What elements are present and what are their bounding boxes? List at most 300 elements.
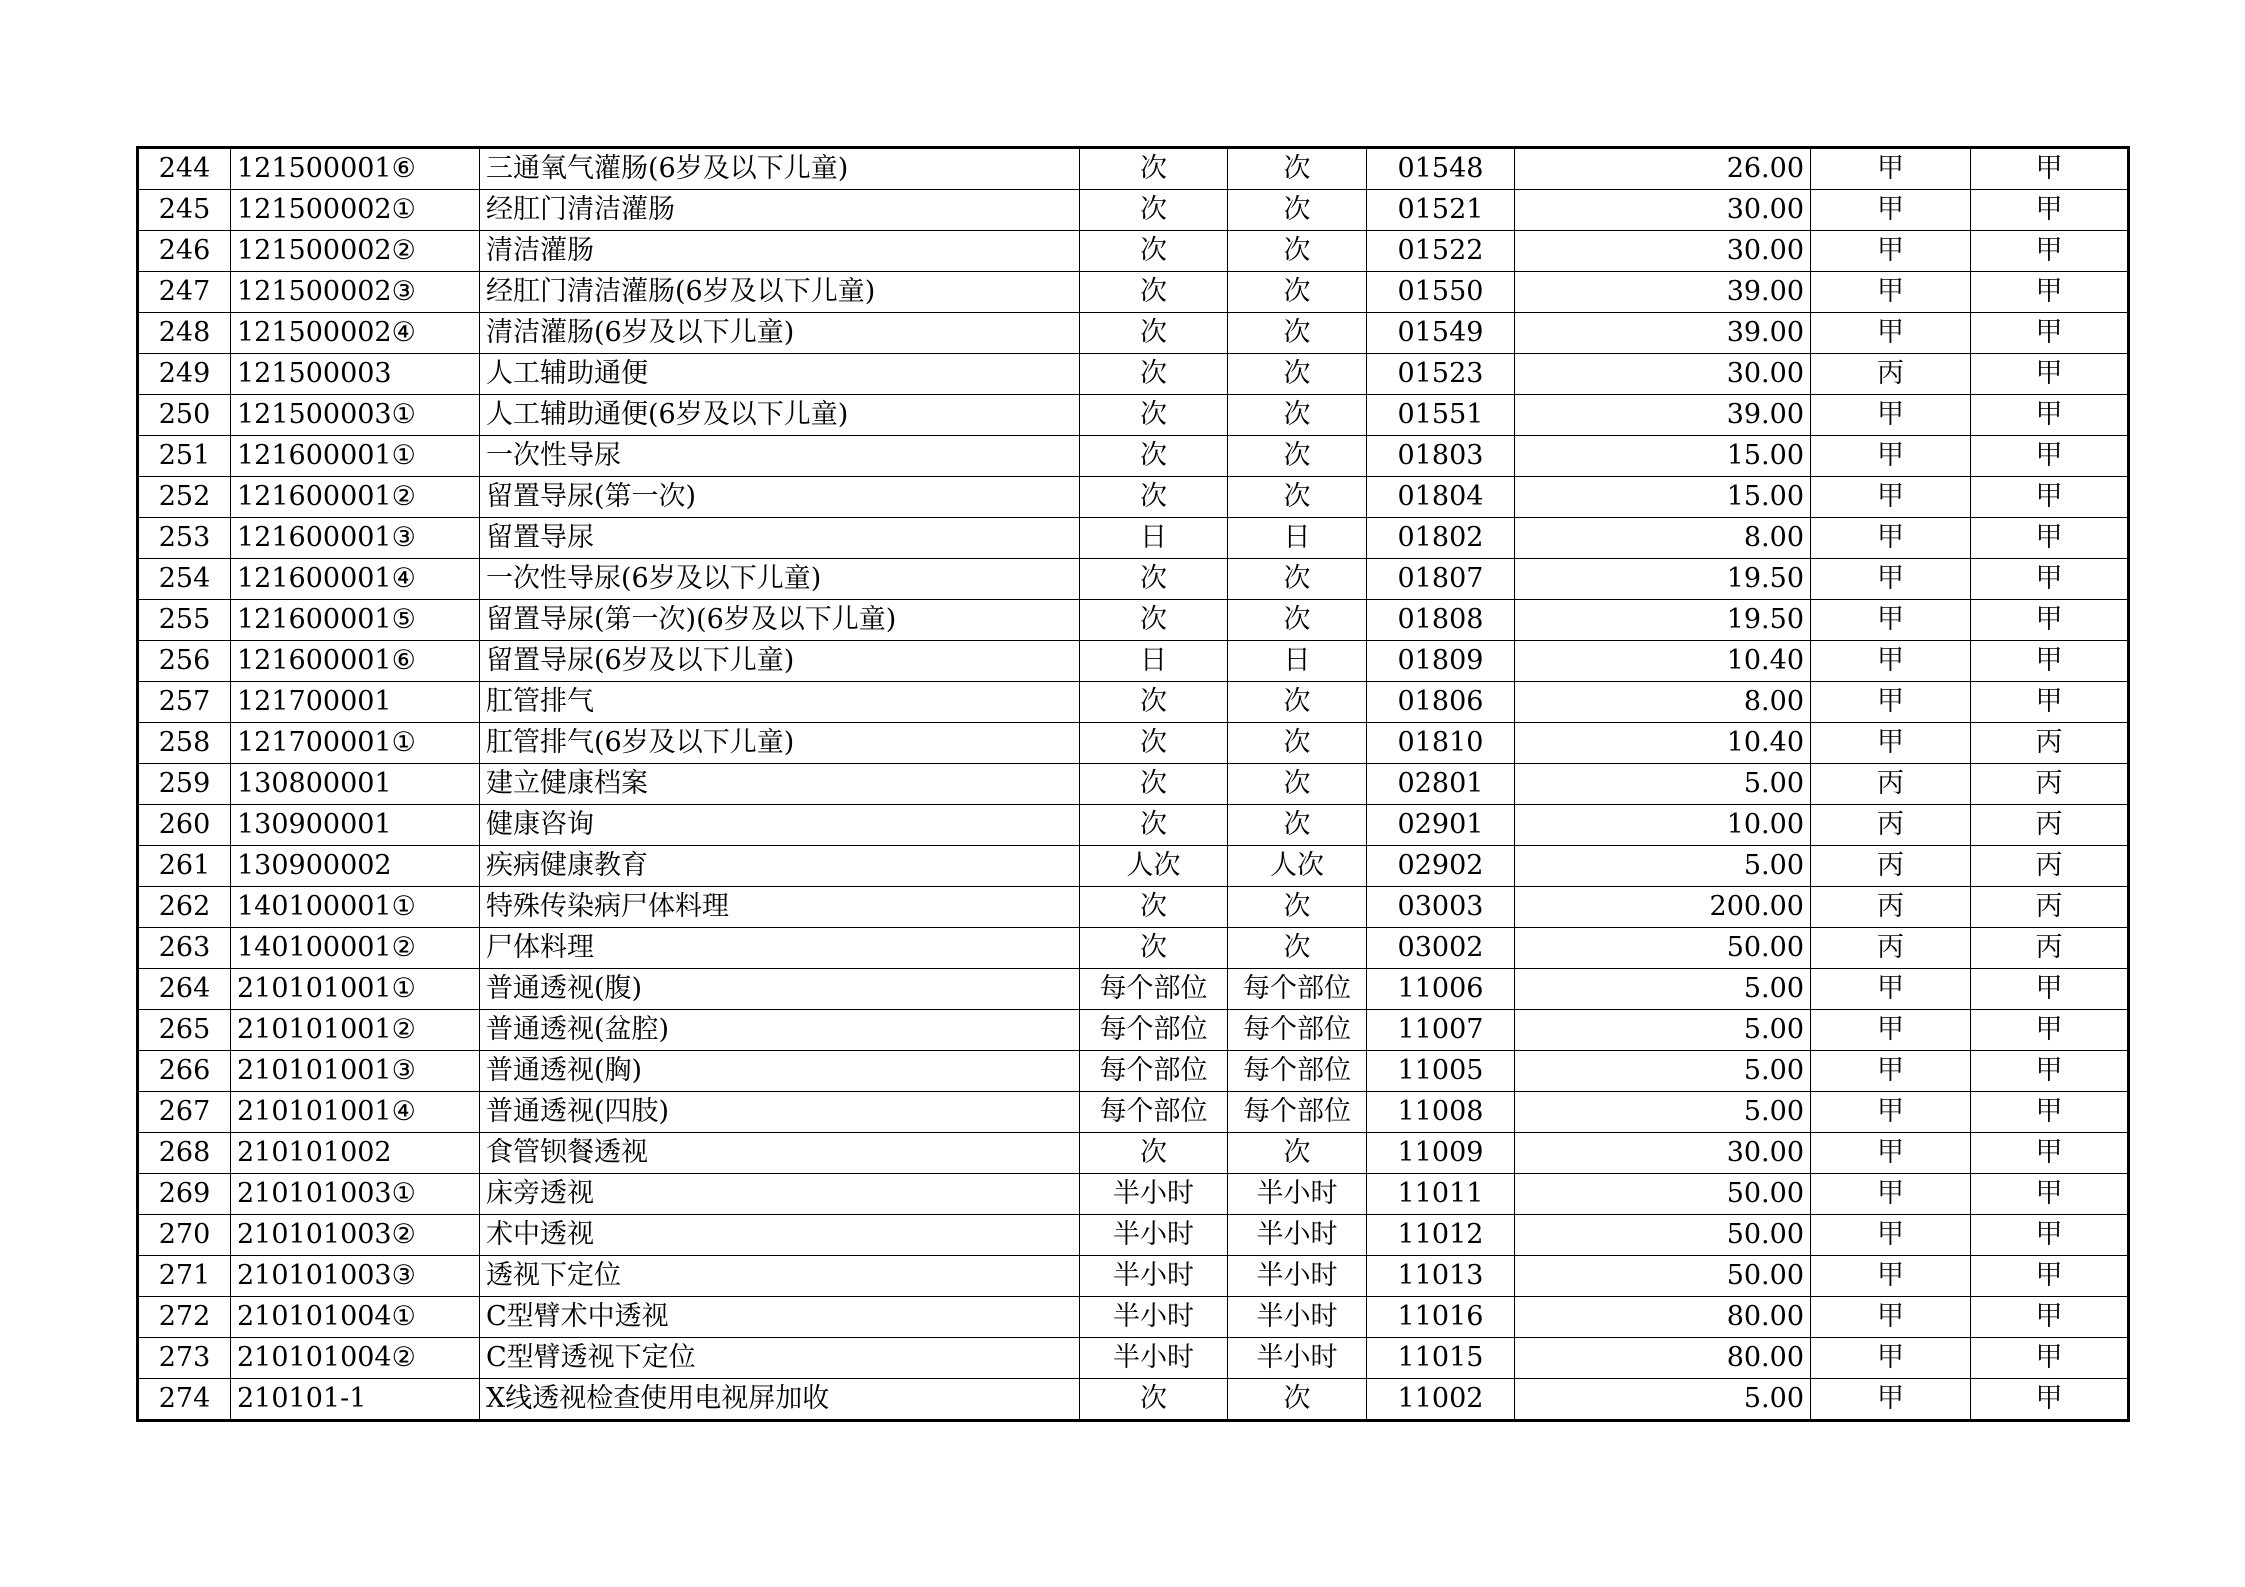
item-name-cell: 一次性导尿(6岁及以下儿童) — [480, 559, 1080, 600]
price-cell: 39.00 — [1515, 395, 1811, 436]
row-number-cell: 245 — [138, 190, 231, 231]
billing-unit-cell: 次 — [1228, 436, 1367, 477]
row-number-cell: 261 — [138, 846, 231, 887]
table-row — [138, 1133, 2129, 1174]
table-row — [138, 231, 2129, 272]
item-code-cell: 210101004① — [231, 1297, 480, 1338]
category-b-cell: 丙 — [1971, 928, 2129, 969]
category-b-cell: 甲 — [1971, 477, 2129, 518]
row-number-cell: 274 — [138, 1379, 231, 1421]
category-a-cell: 甲 — [1811, 641, 1971, 682]
table-row — [138, 1092, 2129, 1133]
category-a-cell: 丙 — [1811, 764, 1971, 805]
category-b-cell: 甲 — [1971, 1092, 2129, 1133]
unit-cell: 半小时 — [1080, 1215, 1228, 1256]
billing-unit-cell: 次 — [1228, 928, 1367, 969]
billing-unit-cell: 次 — [1228, 354, 1367, 395]
category-a-cell: 丙 — [1811, 928, 1971, 969]
row-number-cell: 253 — [138, 518, 231, 559]
item-code-cell: 140100001① — [231, 887, 480, 928]
reference-code-cell: 01523 — [1367, 354, 1515, 395]
item-code-cell: 210101004② — [231, 1338, 480, 1379]
billing-unit-cell: 次 — [1228, 887, 1367, 928]
price-cell: 10.40 — [1515, 641, 1811, 682]
row-number-cell: 244 — [138, 148, 231, 190]
category-a-cell: 甲 — [1811, 1215, 1971, 1256]
reference-code-cell: 01804 — [1367, 477, 1515, 518]
unit-cell: 日 — [1080, 518, 1228, 559]
item-code-cell: 121600001⑤ — [231, 600, 480, 641]
reference-code-cell: 01808 — [1367, 600, 1515, 641]
category-b-cell: 甲 — [1971, 1051, 2129, 1092]
table-row — [138, 928, 2129, 969]
billing-unit-cell: 次 — [1228, 559, 1367, 600]
billing-unit-cell: 次 — [1228, 682, 1367, 723]
price-cell: 30.00 — [1515, 1133, 1811, 1174]
reference-code-cell: 11011 — [1367, 1174, 1515, 1215]
reference-code-cell: 11012 — [1367, 1215, 1515, 1256]
category-a-cell: 甲 — [1811, 395, 1971, 436]
item-name-cell: 肛管排气(6岁及以下儿童) — [480, 723, 1080, 764]
category-a-cell: 丙 — [1811, 846, 1971, 887]
price-cell: 19.50 — [1515, 600, 1811, 641]
price-cell: 39.00 — [1515, 272, 1811, 313]
unit-cell: 次 — [1080, 1133, 1228, 1174]
price-cell: 50.00 — [1515, 928, 1811, 969]
billing-unit-cell: 次 — [1228, 723, 1367, 764]
category-b-cell: 甲 — [1971, 600, 2129, 641]
row-number-cell: 270 — [138, 1215, 231, 1256]
category-b-cell: 甲 — [1971, 1133, 2129, 1174]
item-name-cell: 普通透视(四肢) — [480, 1092, 1080, 1133]
reference-code-cell: 01549 — [1367, 313, 1515, 354]
price-cell: 5.00 — [1515, 764, 1811, 805]
row-number-cell: 248 — [138, 313, 231, 354]
unit-cell: 次 — [1080, 231, 1228, 272]
table-row — [138, 1010, 2129, 1051]
category-b-cell: 甲 — [1971, 1174, 2129, 1215]
category-b-cell: 丙 — [1971, 887, 2129, 928]
item-name-cell: 清洁灌肠(6岁及以下儿童) — [480, 313, 1080, 354]
billing-unit-cell: 次 — [1228, 1133, 1367, 1174]
billing-unit-cell: 次 — [1228, 190, 1367, 231]
row-number-cell: 260 — [138, 805, 231, 846]
table-row — [138, 1338, 2129, 1379]
category-b-cell: 甲 — [1971, 272, 2129, 313]
table-row — [138, 518, 2129, 559]
unit-cell: 每个部位 — [1080, 1010, 1228, 1051]
row-number-cell: 264 — [138, 969, 231, 1010]
table-row — [138, 723, 2129, 764]
category-b-cell: 甲 — [1971, 1215, 2129, 1256]
category-b-cell: 甲 — [1971, 190, 2129, 231]
billing-unit-cell: 次 — [1228, 231, 1367, 272]
item-code-cell: 210101002 — [231, 1133, 480, 1174]
table-row — [138, 600, 2129, 641]
category-a-cell: 甲 — [1811, 1174, 1971, 1215]
category-b-cell: 甲 — [1971, 682, 2129, 723]
category-b-cell: 丙 — [1971, 764, 2129, 805]
billing-unit-cell: 次 — [1228, 395, 1367, 436]
row-number-cell: 262 — [138, 887, 231, 928]
reference-code-cell: 11002 — [1367, 1379, 1515, 1421]
row-number-cell: 251 — [138, 436, 231, 477]
row-number-cell: 258 — [138, 723, 231, 764]
billing-unit-cell: 次 — [1228, 313, 1367, 354]
category-b-cell: 甲 — [1971, 1379, 2129, 1421]
category-b-cell: 甲 — [1971, 1297, 2129, 1338]
table-row — [138, 1379, 2129, 1421]
item-name-cell: 普通透视(盆腔) — [480, 1010, 1080, 1051]
item-name-cell: 普通透视(腹) — [480, 969, 1080, 1010]
unit-cell: 每个部位 — [1080, 1051, 1228, 1092]
price-cell: 50.00 — [1515, 1256, 1811, 1297]
item-code-cell: 210101001④ — [231, 1092, 480, 1133]
item-name-cell: C型臂术中透视 — [480, 1297, 1080, 1338]
category-b-cell: 丙 — [1971, 723, 2129, 764]
item-name-cell: 人工辅助通便(6岁及以下儿童) — [480, 395, 1080, 436]
row-number-cell: 273 — [138, 1338, 231, 1379]
billing-unit-cell: 日 — [1228, 518, 1367, 559]
unit-cell: 人次 — [1080, 846, 1228, 887]
reference-code-cell: 03002 — [1367, 928, 1515, 969]
item-code-cell: 121500002① — [231, 190, 480, 231]
table-row — [138, 354, 2129, 395]
row-number-cell: 271 — [138, 1256, 231, 1297]
row-number-cell: 272 — [138, 1297, 231, 1338]
row-number-cell: 259 — [138, 764, 231, 805]
row-number-cell: 269 — [138, 1174, 231, 1215]
billing-unit-cell: 半小时 — [1228, 1174, 1367, 1215]
item-name-cell: 一次性导尿 — [480, 436, 1080, 477]
item-name-cell: 疾病健康教育 — [480, 846, 1080, 887]
table-row — [138, 272, 2129, 313]
table-row — [138, 1256, 2129, 1297]
category-a-cell: 甲 — [1811, 1256, 1971, 1297]
table-row — [138, 1215, 2129, 1256]
unit-cell: 次 — [1080, 600, 1228, 641]
item-code-cell: 121600001③ — [231, 518, 480, 559]
table-row — [138, 559, 2129, 600]
billing-unit-cell: 每个部位 — [1228, 1092, 1367, 1133]
unit-cell: 半小时 — [1080, 1256, 1228, 1297]
category-b-cell: 甲 — [1971, 436, 2129, 477]
table-row — [138, 1051, 2129, 1092]
item-name-cell: 留置导尿(第一次) — [480, 477, 1080, 518]
billing-unit-cell: 次 — [1228, 764, 1367, 805]
billing-unit-cell: 人次 — [1228, 846, 1367, 887]
unit-cell: 半小时 — [1080, 1297, 1228, 1338]
category-b-cell: 甲 — [1971, 969, 2129, 1010]
item-name-cell: 透视下定位 — [480, 1256, 1080, 1297]
item-code-cell: 210101001③ — [231, 1051, 480, 1092]
unit-cell: 次 — [1080, 805, 1228, 846]
category-a-cell: 丙 — [1811, 805, 1971, 846]
item-code-cell: 121500001⑥ — [231, 148, 480, 190]
category-a-cell: 甲 — [1811, 600, 1971, 641]
table-row — [138, 477, 2129, 518]
category-a-cell: 甲 — [1811, 1092, 1971, 1133]
billing-unit-cell: 次 — [1228, 600, 1367, 641]
reference-code-cell: 11007 — [1367, 1010, 1515, 1051]
item-name-cell: 健康咨询 — [480, 805, 1080, 846]
price-cell: 50.00 — [1515, 1215, 1811, 1256]
billing-unit-cell: 次 — [1228, 805, 1367, 846]
unit-cell: 次 — [1080, 148, 1228, 190]
billing-unit-cell: 半小时 — [1228, 1297, 1367, 1338]
item-code-cell: 121600001② — [231, 477, 480, 518]
category-b-cell: 甲 — [1971, 1010, 2129, 1051]
table-row — [138, 846, 2129, 887]
item-name-cell: 建立健康档案 — [480, 764, 1080, 805]
item-code-cell: 121500002④ — [231, 313, 480, 354]
reference-code-cell: 01807 — [1367, 559, 1515, 600]
price-cell: 26.00 — [1515, 148, 1811, 190]
unit-cell: 次 — [1080, 313, 1228, 354]
item-code-cell: 121600001⑥ — [231, 641, 480, 682]
price-cell: 50.00 — [1515, 1174, 1811, 1215]
unit-cell: 次 — [1080, 887, 1228, 928]
row-number-cell: 263 — [138, 928, 231, 969]
item-code-cell: 121500003 — [231, 354, 480, 395]
item-code-cell: 121700001① — [231, 723, 480, 764]
table-row — [138, 805, 2129, 846]
reference-code-cell: 01521 — [1367, 190, 1515, 231]
category-b-cell: 甲 — [1971, 1256, 2129, 1297]
category-a-cell: 甲 — [1811, 682, 1971, 723]
price-cell: 5.00 — [1515, 1379, 1811, 1421]
category-a-cell: 甲 — [1811, 518, 1971, 559]
item-name-cell: 经肛门清洁灌肠 — [480, 190, 1080, 231]
row-number-cell: 252 — [138, 477, 231, 518]
table-row — [138, 395, 2129, 436]
category-a-cell: 甲 — [1811, 436, 1971, 477]
reference-code-cell: 11009 — [1367, 1133, 1515, 1174]
row-number-cell: 246 — [138, 231, 231, 272]
category-a-cell: 甲 — [1811, 477, 1971, 518]
price-cell: 80.00 — [1515, 1338, 1811, 1379]
item-name-cell: C型臂透视下定位 — [480, 1338, 1080, 1379]
fee-schedule-table — [136, 146, 2130, 1422]
reference-code-cell: 01803 — [1367, 436, 1515, 477]
unit-cell: 半小时 — [1080, 1174, 1228, 1215]
item-name-cell: 清洁灌肠 — [480, 231, 1080, 272]
billing-unit-cell: 半小时 — [1228, 1215, 1367, 1256]
category-a-cell: 甲 — [1811, 1379, 1971, 1421]
unit-cell: 次 — [1080, 723, 1228, 764]
category-a-cell: 甲 — [1811, 1010, 1971, 1051]
price-cell: 30.00 — [1515, 190, 1811, 231]
price-cell: 5.00 — [1515, 1092, 1811, 1133]
row-number-cell: 266 — [138, 1051, 231, 1092]
unit-cell: 次 — [1080, 190, 1228, 231]
category-a-cell: 甲 — [1811, 1051, 1971, 1092]
reference-code-cell: 02902 — [1367, 846, 1515, 887]
billing-unit-cell: 次 — [1228, 1379, 1367, 1421]
unit-cell: 次 — [1080, 764, 1228, 805]
unit-cell: 半小时 — [1080, 1338, 1228, 1379]
table-row — [138, 436, 2129, 477]
unit-cell: 次 — [1080, 395, 1228, 436]
item-name-cell: 留置导尿 — [480, 518, 1080, 559]
price-cell: 30.00 — [1515, 231, 1811, 272]
category-a-cell: 丙 — [1811, 354, 1971, 395]
reference-code-cell: 02901 — [1367, 805, 1515, 846]
category-a-cell: 甲 — [1811, 190, 1971, 231]
price-cell: 5.00 — [1515, 1051, 1811, 1092]
category-a-cell: 甲 — [1811, 272, 1971, 313]
price-cell: 80.00 — [1515, 1297, 1811, 1338]
category-a-cell: 甲 — [1811, 148, 1971, 190]
price-cell: 200.00 — [1515, 887, 1811, 928]
unit-cell: 次 — [1080, 1379, 1228, 1421]
category-b-cell: 甲 — [1971, 559, 2129, 600]
table-body — [138, 148, 2129, 1421]
category-b-cell: 甲 — [1971, 395, 2129, 436]
item-name-cell: 床旁透视 — [480, 1174, 1080, 1215]
category-b-cell: 甲 — [1971, 231, 2129, 272]
item-code-cell: 121500003① — [231, 395, 480, 436]
reference-code-cell: 11016 — [1367, 1297, 1515, 1338]
item-code-cell: 121500002② — [231, 231, 480, 272]
row-number-cell: 254 — [138, 559, 231, 600]
unit-cell: 每个部位 — [1080, 1092, 1228, 1133]
billing-unit-cell: 次 — [1228, 477, 1367, 518]
item-code-cell: 130900002 — [231, 846, 480, 887]
price-cell: 30.00 — [1515, 354, 1811, 395]
row-number-cell: 265 — [138, 1010, 231, 1051]
billing-unit-cell: 每个部位 — [1228, 1010, 1367, 1051]
reference-code-cell: 01806 — [1367, 682, 1515, 723]
category-b-cell: 甲 — [1971, 313, 2129, 354]
unit-cell: 次 — [1080, 928, 1228, 969]
item-code-cell: 121600001① — [231, 436, 480, 477]
unit-cell: 次 — [1080, 559, 1228, 600]
item-code-cell: 210101003① — [231, 1174, 480, 1215]
category-a-cell: 甲 — [1811, 313, 1971, 354]
reference-code-cell: 02801 — [1367, 764, 1515, 805]
price-cell: 10.40 — [1515, 723, 1811, 764]
item-code-cell: 210101001① — [231, 969, 480, 1010]
unit-cell: 次 — [1080, 477, 1228, 518]
row-number-cell: 247 — [138, 272, 231, 313]
category-b-cell: 甲 — [1971, 1338, 2129, 1379]
unit-cell: 次 — [1080, 272, 1228, 313]
reference-code-cell: 11005 — [1367, 1051, 1515, 1092]
price-cell: 5.00 — [1515, 969, 1811, 1010]
category-b-cell: 丙 — [1971, 805, 2129, 846]
table-row — [138, 1174, 2129, 1215]
item-name-cell: 尸体料理 — [480, 928, 1080, 969]
price-cell: 5.00 — [1515, 846, 1811, 887]
table-row — [138, 887, 2129, 928]
reference-code-cell: 01548 — [1367, 148, 1515, 190]
row-number-cell: 267 — [138, 1092, 231, 1133]
price-cell: 5.00 — [1515, 1010, 1811, 1051]
reference-code-cell: 01551 — [1367, 395, 1515, 436]
category-b-cell: 甲 — [1971, 518, 2129, 559]
table-row — [138, 682, 2129, 723]
category-b-cell: 甲 — [1971, 354, 2129, 395]
table-row — [138, 764, 2129, 805]
price-cell: 15.00 — [1515, 477, 1811, 518]
reference-code-cell: 11008 — [1367, 1092, 1515, 1133]
item-code-cell: 130900001 — [231, 805, 480, 846]
reference-code-cell: 11006 — [1367, 969, 1515, 1010]
reference-code-cell: 01550 — [1367, 272, 1515, 313]
unit-cell: 次 — [1080, 682, 1228, 723]
billing-unit-cell: 次 — [1228, 272, 1367, 313]
item-code-cell: 121600001④ — [231, 559, 480, 600]
item-name-cell: 食管钡餐透视 — [480, 1133, 1080, 1174]
category-a-cell: 甲 — [1811, 559, 1971, 600]
row-number-cell: 257 — [138, 682, 231, 723]
unit-cell: 次 — [1080, 436, 1228, 477]
item-code-cell: 121500002③ — [231, 272, 480, 313]
table-row — [138, 148, 2129, 190]
item-code-cell: 140100001② — [231, 928, 480, 969]
reference-code-cell: 01810 — [1367, 723, 1515, 764]
category-a-cell: 丙 — [1811, 887, 1971, 928]
item-code-cell: 210101003② — [231, 1215, 480, 1256]
reference-code-cell: 11013 — [1367, 1256, 1515, 1297]
reference-code-cell: 01802 — [1367, 518, 1515, 559]
billing-unit-cell: 半小时 — [1228, 1338, 1367, 1379]
reference-code-cell: 01809 — [1367, 641, 1515, 682]
billing-unit-cell: 每个部位 — [1228, 1051, 1367, 1092]
item-name-cell: 人工辅助通便 — [480, 354, 1080, 395]
item-code-cell: 210101003③ — [231, 1256, 480, 1297]
item-name-cell: 普通透视(胸) — [480, 1051, 1080, 1092]
row-number-cell: 255 — [138, 600, 231, 641]
table-row — [138, 313, 2129, 354]
category-a-cell: 甲 — [1811, 1297, 1971, 1338]
item-code-cell: 121700001 — [231, 682, 480, 723]
unit-cell: 每个部位 — [1080, 969, 1228, 1010]
item-code-cell: 210101001② — [231, 1010, 480, 1051]
billing-unit-cell: 每个部位 — [1228, 969, 1367, 1010]
row-number-cell: 249 — [138, 354, 231, 395]
price-cell: 10.00 — [1515, 805, 1811, 846]
reference-code-cell: 03003 — [1367, 887, 1515, 928]
table-row — [138, 641, 2129, 682]
billing-unit-cell: 半小时 — [1228, 1256, 1367, 1297]
price-cell: 15.00 — [1515, 436, 1811, 477]
unit-cell: 日 — [1080, 641, 1228, 682]
table-row — [138, 969, 2129, 1010]
item-name-cell: 特殊传染病尸体料理 — [480, 887, 1080, 928]
item-name-cell: X线透视检查使用电视屏加收 — [480, 1379, 1080, 1421]
billing-unit-cell: 次 — [1228, 148, 1367, 190]
reference-code-cell: 11015 — [1367, 1338, 1515, 1379]
reference-code-cell: 01522 — [1367, 231, 1515, 272]
unit-cell: 次 — [1080, 354, 1228, 395]
item-name-cell: 三通氧气灌肠(6岁及以下儿童) — [480, 148, 1080, 190]
item-name-cell: 肛管排气 — [480, 682, 1080, 723]
price-cell: 19.50 — [1515, 559, 1811, 600]
price-cell: 8.00 — [1515, 682, 1811, 723]
category-a-cell: 甲 — [1811, 723, 1971, 764]
price-cell: 8.00 — [1515, 518, 1811, 559]
item-code-cell: 210101-1 — [231, 1379, 480, 1421]
billing-unit-cell: 日 — [1228, 641, 1367, 682]
category-a-cell: 甲 — [1811, 969, 1971, 1010]
category-b-cell: 甲 — [1971, 641, 2129, 682]
item-code-cell: 130800001 — [231, 764, 480, 805]
item-name-cell: 留置导尿(第一次)(6岁及以下儿童) — [480, 600, 1080, 641]
category-b-cell: 甲 — [1971, 148, 2129, 190]
category-b-cell: 丙 — [1971, 846, 2129, 887]
